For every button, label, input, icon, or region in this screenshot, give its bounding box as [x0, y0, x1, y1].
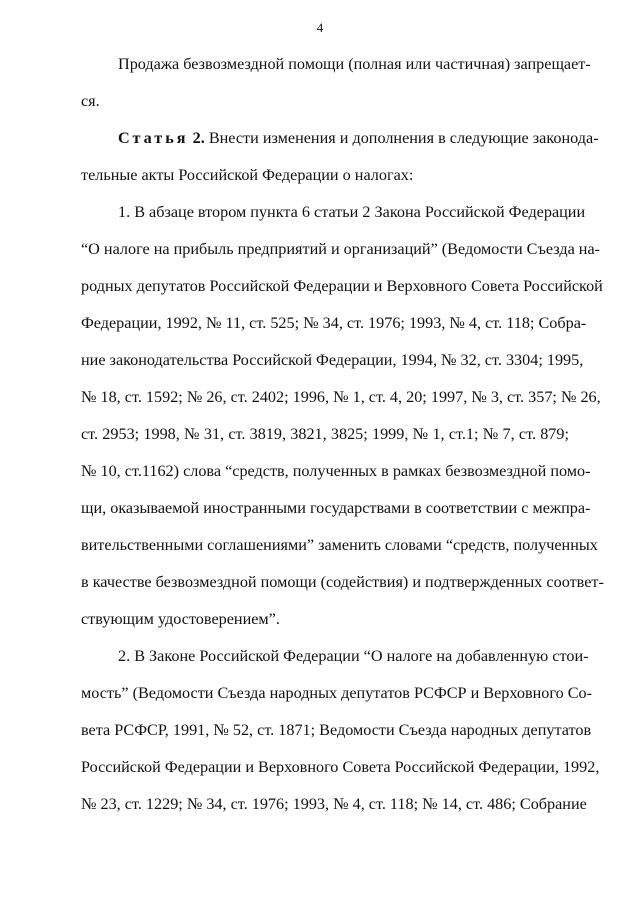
article-heading-number: 2.: [188, 129, 205, 147]
item-1-line: ст. 2953; 1998, № 31, ст. 3819, 3821, 3825; 1999, № 1, ст.1; № 7, ст. 879;: [81, 425, 569, 443]
paragraph-line: тельные акты Российской Федерации о налогах:: [81, 166, 414, 184]
paragraph-line: Продажа безвозмездной помощи (полная или частичная) запрещает-: [118, 55, 591, 73]
article-heading-word: Статья: [118, 129, 189, 147]
item-1-line: родных депутатов Российской Федерации и Верховного Совета Российской: [81, 277, 603, 295]
article-heading-text: Внести изменения и дополнения в следующие законода-: [204, 129, 599, 147]
item-2-line: № 23, ст. 1229; № 34, ст. 1976; 1993, № 4, ст. 118; № 14, ст. 486; Собрание: [81, 795, 587, 813]
item-1-line: в качестве безвозмездной помощи (содействия) и подтвержденных соответ-: [81, 573, 604, 591]
article-2-first-line: [118, 128, 599, 148]
item-1-line: щи, оказываемой иностранными государствами в соответствии с межпра-: [81, 499, 591, 517]
item-1-line: ствующим удостоверением”.: [81, 610, 280, 628]
item-2-line: Российской Федерации и Верховного Совета Российской Федерации, 1992,: [81, 758, 600, 776]
item-2-line: 2. В Законе Российской Федерации “О налоге на добавленную стои-: [118, 647, 589, 665]
item-1-line: 1. В абзаце втором пункта 6 статьи 2 Закона Российской Федерации: [118, 203, 586, 221]
item-1-line: вительственными соглашениями” заменить словами “средств, полученных: [81, 536, 598, 554]
item-1-line: № 10, ст.1162) слова “средств, полученных в рамках безвозмездной помо-: [81, 462, 591, 480]
item-1-line: “О налоге на прибыль предприятий и организаций” (Ведомости Съезда на-: [81, 240, 601, 258]
item-2-line: мость” (Ведомости Съезда народных депутатов РСФСР и Верховного Со-: [81, 684, 593, 702]
item-1-line: Федерации, 1992, № 11, ст. 525; № 34, ст. 1976; 1993, № 4, ст. 118; Собра-: [81, 314, 587, 332]
page-number: 4: [316, 20, 324, 35]
item-1-line: ние законодательства Российской Федерации, 1994, № 32, ст. 3304; 1995,: [81, 351, 584, 369]
item-1-line: № 18, ст. 1592; № 26, ст. 2402; 1996, № 1, ст. 4, 20; 1997, № 3, ст. 357; № 26,: [81, 388, 601, 406]
paragraph-line: ся.: [81, 92, 100, 110]
item-2-line: вета РСФСР, 1991, № 52, ст. 1871; Ведомости Съезда народных депутатов: [81, 721, 592, 739]
